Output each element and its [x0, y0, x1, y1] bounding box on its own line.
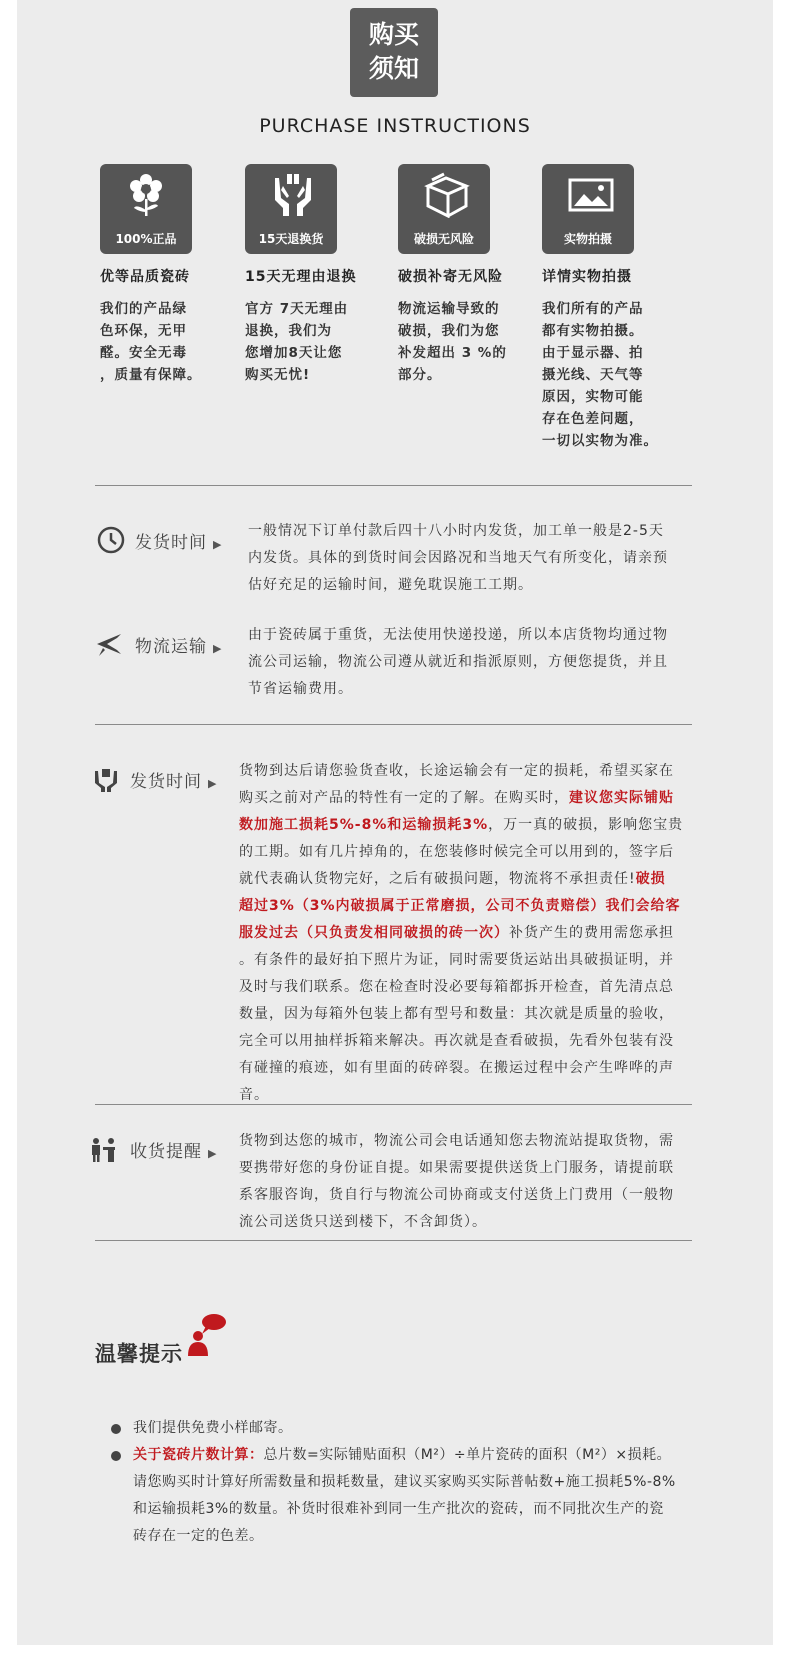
section-label-receiving — [130, 1137, 217, 1162]
desc-line: 补发超出 3 %的 — [398, 345, 507, 361]
desc-line: 由于显示器、拍 — [542, 345, 644, 361]
text-line: 货物到达您的城市，物流公司会电话通知您去物流站提取货物，需 — [239, 1133, 674, 1149]
text-line: 的工期。如有几片掉角的，在您装修时候完全可以用到的，签字后 — [239, 844, 674, 860]
chevron-right-icon: ▶ — [208, 777, 218, 790]
label-text: 物流运输 — [135, 637, 207, 657]
label-text: 发货时间 — [135, 533, 207, 553]
text-line: 完全可以用抽样拆箱来解决。再次就是查看破损，先看外包装有没 — [239, 1033, 674, 1049]
desc-line: 官方 7天无理由 — [245, 301, 349, 317]
badge-label: 实物拍摄 — [563, 232, 612, 246]
desc-line: 部分。 — [398, 367, 442, 383]
desc-line: 您增加8天让您 — [245, 345, 343, 361]
airplane-icon — [95, 630, 123, 658]
feature-title: 详情实物拍摄 — [542, 269, 632, 285]
title-line-2: 须知 — [368, 54, 419, 83]
text-line — [239, 866, 709, 893]
warm-tips-text: 温馨提示 — [95, 1342, 183, 1366]
text-line: 一般情况下订单付款后四十八小时内发货，加工单一般是2-5天 — [248, 523, 664, 539]
section-text-inspection — [239, 758, 709, 1109]
divider — [95, 485, 692, 486]
label-text: 收货提醒 — [130, 1142, 202, 1162]
desc-line: 我们的产品绿 — [100, 301, 187, 317]
feature-title: 破损补寄无风险 — [398, 269, 503, 285]
text-part: 购买之前对产品的特性有一定的了解。在购买时， — [239, 790, 569, 806]
badge-label: 15天退换货 — [258, 232, 324, 246]
bullet-icon — [111, 1451, 121, 1461]
text-line: 有碰撞的痕迹，如有里面的砖碎裂。在搬运过程中会产生哗哗的声 — [239, 1060, 674, 1076]
section-text-shipping — [248, 518, 668, 599]
desc-line: 物流运输导致的 — [398, 301, 500, 317]
hands-box-icon — [93, 767, 119, 793]
text-line — [239, 920, 709, 947]
tip-text: 总片数=实际铺贴面积（M²）÷单片瓷砖的面积（M²）×损耗。 — [263, 1447, 672, 1463]
highlight-text: 建议您实际铺贴 — [569, 790, 674, 806]
text-line: 系客服咨询，货自行与物流公司协商或支付送货上门费用（一般物 — [239, 1187, 674, 1203]
tip-item — [111, 1415, 711, 1442]
text-line: 估好充足的运输时间，避免耽误施工工期。 — [248, 577, 533, 593]
label-text: 发货时间 — [130, 772, 202, 792]
feature-photos — [542, 164, 712, 452]
desc-line: 一切以实物为准。 — [542, 433, 658, 449]
text-line: 货物到达后请您验货查收，长途运输会有一定的损耗，希望买家在 — [239, 763, 674, 779]
delivery-person-icon — [89, 1137, 119, 1163]
page-background — [17, 0, 773, 1645]
tip-text-line: 砖存在一定的色差。 — [133, 1528, 264, 1544]
section-text-logistics — [248, 622, 668, 703]
chevron-right-icon: ▶ — [208, 1147, 218, 1160]
title-line-1: 购买 — [368, 20, 419, 49]
section-label-logistics — [135, 632, 222, 657]
text-line: 音。 — [239, 1087, 269, 1103]
tip-text-line: 和运输损耗3%的数量。补货时很难补到同一生产批次的瓷砖，而不同批次生产的瓷 — [133, 1501, 664, 1517]
text-part: 补货产生的费用需您承担 — [509, 925, 674, 941]
photo-icon — [568, 172, 614, 218]
warm-tips-title — [95, 1338, 183, 1368]
desc-line: 摄光线、天气等 — [542, 367, 644, 383]
desc-line: 破损，我们为您 — [398, 323, 500, 339]
text-line — [239, 785, 709, 812]
text-part: ，万一真的破损，影响您宝贵 — [488, 817, 684, 833]
desc-line: 我们所有的产品 — [542, 301, 644, 317]
feature-badge — [245, 164, 337, 254]
bullet-icon — [111, 1424, 121, 1434]
tip-text: 我们提供免费小样邮寄。 — [133, 1420, 293, 1436]
text-line: 要携带好您的身份证自提。如果需要提供送货上门服务，请提前联 — [239, 1160, 674, 1176]
box-icon — [424, 172, 470, 218]
feature-title: 优等品质瓷砖 — [100, 269, 190, 285]
text-line: 数量，因为每箱外包装上都有型号和数量：其次就是质量的验收， — [239, 1006, 674, 1022]
desc-line: 存在色差问题， — [542, 411, 644, 427]
desc-line: 色环保，无甲 — [100, 323, 187, 339]
section-label-inspection — [130, 767, 217, 792]
divider — [95, 1240, 692, 1241]
feature-returns — [245, 164, 415, 386]
text-part: 就代表确认货物完好，之后有破损问题，物流将不承担责任! — [239, 871, 636, 887]
tip-text-line: 请您购买时计算好所需数量和损耗数量，建议买家购买实际普帖数+施工损耗5%-8% — [133, 1474, 676, 1490]
clock-icon — [97, 526, 125, 554]
feature-badge — [100, 164, 192, 254]
section-label-shipping — [135, 528, 222, 553]
chevron-right-icon: ▶ — [213, 642, 223, 655]
tip-highlight: 关于瓷砖片数计算： — [133, 1447, 264, 1463]
highlight-line: 超过3%（3%内破损属于正常磨损，公司不负责赔偿）我们会给客 — [239, 898, 681, 914]
feature-badge — [398, 164, 490, 254]
highlight-text: 数加施工损耗5%-8%和运输损耗3% — [239, 817, 489, 833]
desc-line: ，质量有保障。 — [100, 367, 202, 383]
divider — [95, 724, 692, 725]
highlight-text: 服发过去（只负责发相同破损的砖一次） — [239, 925, 509, 941]
tips-list — [111, 1415, 711, 1550]
text-line: 内发货。具体的到货时间会因路况和当地天气有所变化，请亲预 — [248, 550, 668, 566]
feature-desc — [245, 298, 415, 386]
text-line: 由于瓷砖属于重货，无法使用快递投递，所以本店货物均通过物 — [248, 627, 668, 643]
page-subtitle: PURCHASE INSTRUCTIONS — [259, 115, 531, 137]
text-line: 节省运输费用。 — [248, 681, 353, 697]
text-line: 流公司运输，物流公司遵从就近和指派原则，方便您提货，并且 — [248, 654, 668, 670]
feature-badge — [542, 164, 634, 254]
desc-line: 购买无忧! — [245, 367, 311, 383]
chevron-right-icon: ▶ — [213, 538, 223, 551]
text-line: 及时与我们联系。您在检查时没必要每箱都拆开检查，首先清点总 — [239, 979, 674, 995]
text-line: 流公司送货只送到楼下，不含卸货）。 — [239, 1214, 487, 1230]
desc-line: 退换，我们为 — [245, 323, 332, 339]
tip-item — [111, 1442, 711, 1550]
feature-desc — [542, 298, 712, 452]
flower-icon — [126, 172, 166, 218]
badge-label: 破损无风险 — [413, 232, 474, 246]
gift-hands-icon — [271, 172, 315, 218]
desc-line: 原因，实物可能 — [542, 389, 644, 405]
text-line: 。有条件的最好拍下照片为证，同时需要货运站出具破损证明，并 — [239, 952, 674, 968]
desc-line: 醛。安全无毒 — [100, 345, 187, 361]
badge-label: 100%正品 — [115, 232, 177, 246]
section-text-receiving — [239, 1128, 709, 1236]
feature-title: 15天无理由退换 — [245, 269, 357, 285]
divider — [95, 1104, 692, 1105]
title-badge — [350, 8, 438, 97]
desc-line: 都有实物拍摄。 — [542, 323, 644, 339]
speaking-person-icon — [184, 1312, 228, 1358]
text-line — [239, 812, 709, 839]
highlight-text: 破损 — [635, 871, 666, 887]
